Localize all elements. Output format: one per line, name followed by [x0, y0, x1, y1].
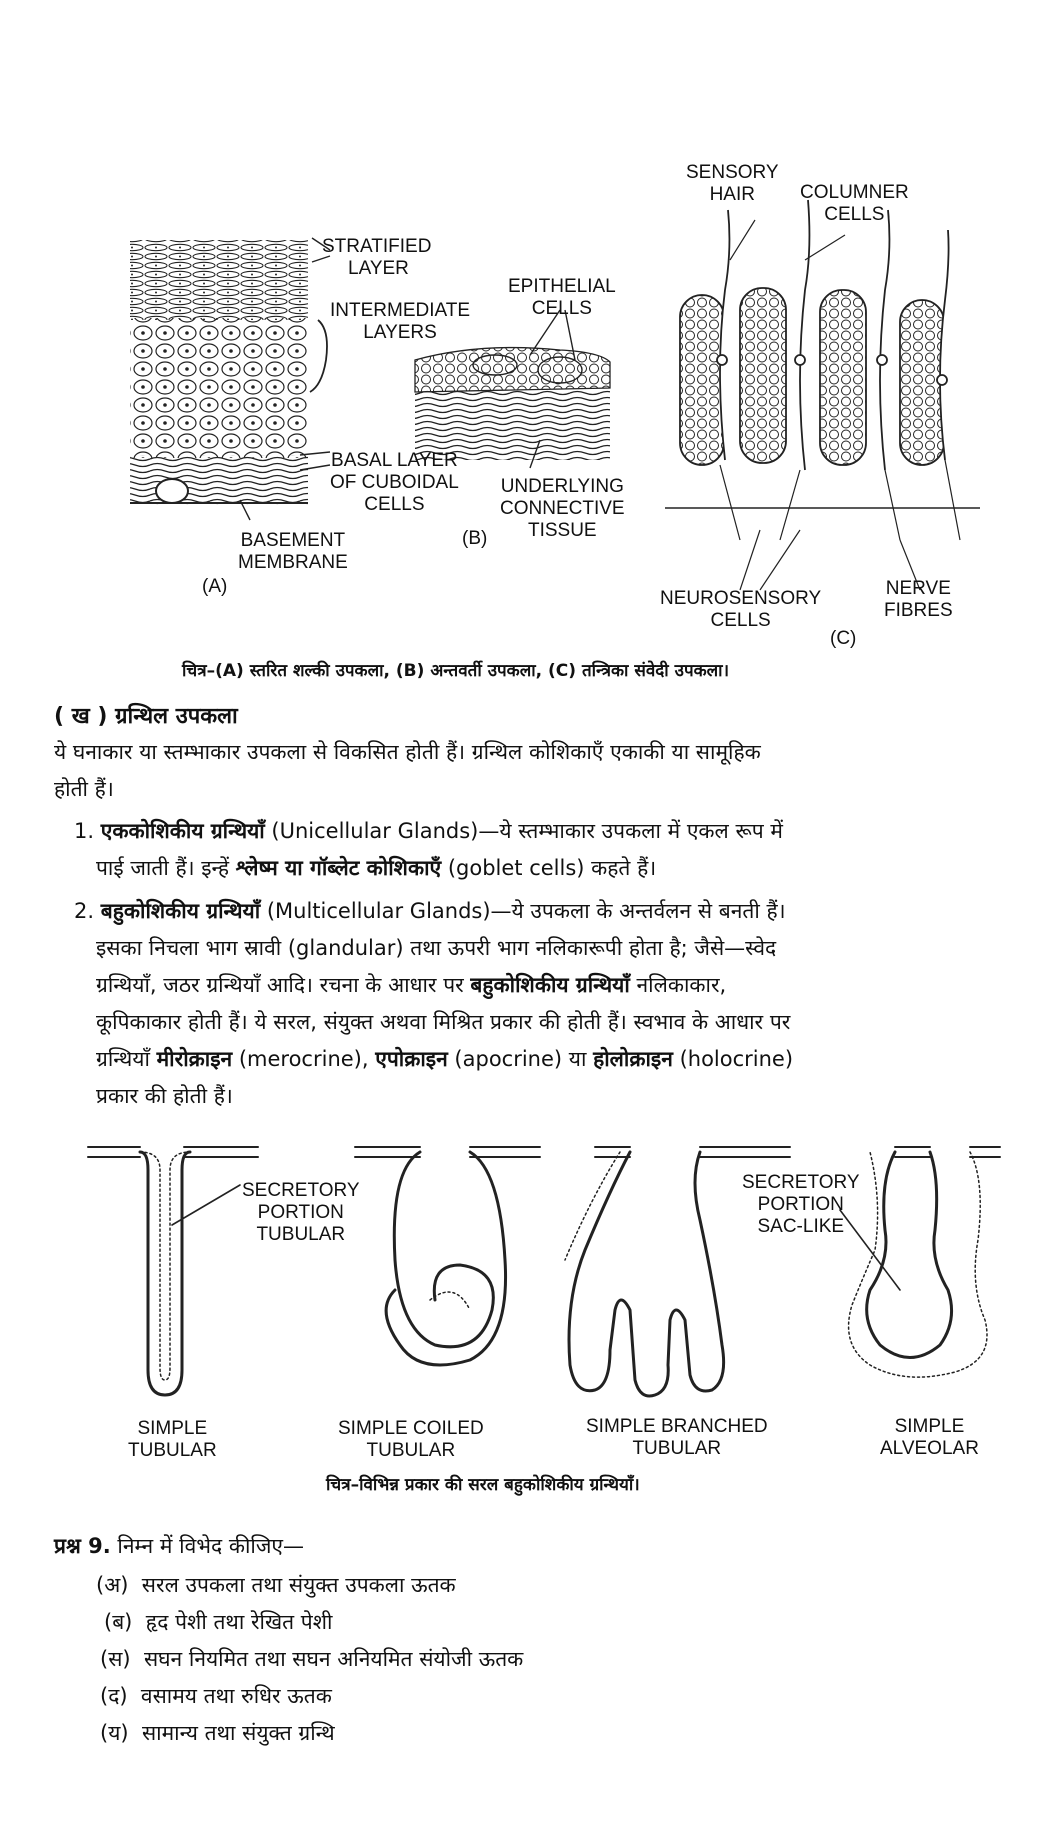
stratified-epithelium-drawing — [130, 238, 330, 520]
label-underlying-tissue: UNDERLYING CONNECTIVE TISSUE — [500, 476, 625, 541]
label-nerve-fibres: NERVE FIBRES — [884, 578, 953, 621]
label-basal-layer: BASAL LAYER OF CUBOIDAL CELLS — [330, 450, 459, 515]
simple-alveolar-gland — [849, 1152, 987, 1377]
item-2-term: बहुकोशिकीय ग्रन्थियाँ — [100, 899, 261, 923]
question-item: (स) सघन नियमित तथा सघन अनियमित संयोजी ऊतक — [100, 1647, 524, 1671]
item-2-line-2: इसका निचला भाग स्रावी (glandular) तथा ऊपरी भाग नलिकारूपी होता है; जैसे—स्वेद — [96, 936, 777, 960]
question-item: (द) वसामय तथा रुधिर ऊतक — [100, 1684, 332, 1708]
label-simple-branched: SIMPLE BRANCHED TUBULAR — [586, 1416, 768, 1459]
question-item: (अ) सरल उपकला तथा संयुक्त उपकला ऊतक — [96, 1573, 456, 1597]
label-panel-c: (C) — [830, 628, 857, 649]
goblet-term: श्लेष्म या गॉब्लेट कोशिकाएँ — [235, 856, 442, 880]
label-secretory-tubular: SECRETORY PORTION TUBULAR — [242, 1180, 360, 1245]
label-panel-b: (B) — [462, 528, 488, 549]
label-epithelial-cells: EPITHELIAL CELLS — [508, 276, 616, 319]
simple-tubular-gland — [140, 1152, 190, 1395]
label-simple-alveolar: SIMPLE ALVEOLAR — [880, 1416, 979, 1459]
item-1-number: 1. — [74, 819, 95, 843]
item-2-line-4: कूपिकाकार होती हैं। ये सरल, संयुक्त अथवा मिश्रित प्रकार की होती हैं। स्वभाव के आधार पर — [96, 1010, 791, 1034]
section-heading: ( ख ) ग्रन्थिल उपकला — [54, 704, 238, 729]
simple-coiled-gland — [386, 1152, 505, 1365]
label-panel-a: (A) — [202, 576, 228, 597]
label-columner-cells: COLUMNER CELLS — [800, 182, 909, 225]
item-1-term: एककोशिकीय ग्रन्थियाँ — [100, 819, 265, 843]
item-1-rest: (Unicellular Glands)—ये स्तम्भाकार उपकला में एकल रूप में — [264, 819, 783, 843]
simple-branched-gland — [565, 1152, 724, 1396]
label-simple-coiled: SIMPLE COILED TUBULAR — [338, 1418, 484, 1461]
item-2-line-5: ग्रन्थियाँ मीरोक्राइन (merocrine), एपोक्राइन (apocrine) या होलोक्राइन (holocrine) — [96, 1047, 794, 1071]
question-number: प्रश्न 9. — [54, 1534, 111, 1558]
label-neurosensory-cells: NEUROSENSORY CELLS — [660, 588, 822, 631]
item-2-number: 2. — [74, 899, 95, 923]
item-2-line-1: 2. बहुकोशिकीय ग्रन्थियाँ (Multicellular Glands)—ये उपकला के अन्तर्वलन से बनती हैं। — [74, 899, 786, 923]
label-basement-membrane: BASEMENT MEMBRANE — [238, 530, 348, 573]
question-prompt: निम्न में विभेद कीजिए— — [117, 1534, 305, 1558]
label-stratified-layer: STRATIFIED LAYER — [322, 236, 432, 279]
item-1-line-1 — [74, 813, 783, 850]
label-intermediate-layers: INTERMEDIATE LAYERS — [330, 300, 471, 343]
label-sensory-hair: SENSORY HAIR — [686, 162, 779, 205]
figure-1-caption: चित्र–(A) स्तरित शल्की उपकला, (B) अन्तवर्ती उपकला, (C) तन्त्रिका संवेदी उपकला। — [182, 661, 730, 681]
intro-line-2: होती हैं। — [54, 777, 114, 801]
figure-2-caption: चित्र–विभिन्न प्रकार की सरल बहुकोशिकीय ग्रन्थियाँ। — [326, 1475, 640, 1495]
question-item: (ब) हृद पेशी तथा रेखित पेशी — [104, 1610, 333, 1634]
intro-line-1: ये घनाकार या स्तम्भाकार उपकला से विकसित होती हैं। ग्रन्थिल कोशिकाएँ एकाकी या सामूहिक — [54, 740, 761, 764]
figure-1-illustration — [0, 0, 1048, 640]
neurosensory-epithelium-drawing — [665, 200, 980, 590]
label-simple-tubular: SIMPLE TUBULAR — [128, 1418, 217, 1461]
item-1-line-2: पाई जाती हैं। इन्हें श्लेष्म या गॉब्लेट कोशिकाएँ (goblet cells) कहते हैं। — [96, 856, 657, 880]
label-secretory-saclike: SECRETORY PORTION SAC-LIKE — [742, 1172, 860, 1237]
item-2-line-6: प्रकार की होती हैं। — [96, 1084, 233, 1108]
question-item: (य) सामान्य तथा संयुक्त ग्रन्थि — [100, 1721, 335, 1745]
item-2-line-3: ग्रन्थियाँ, जठर ग्रन्थियाँ आदि। रचना के आधार पर बहुकोशिकीय ग्रन्थियाँ नलिकाकार, — [96, 973, 727, 997]
question-header — [54, 1528, 304, 1565]
